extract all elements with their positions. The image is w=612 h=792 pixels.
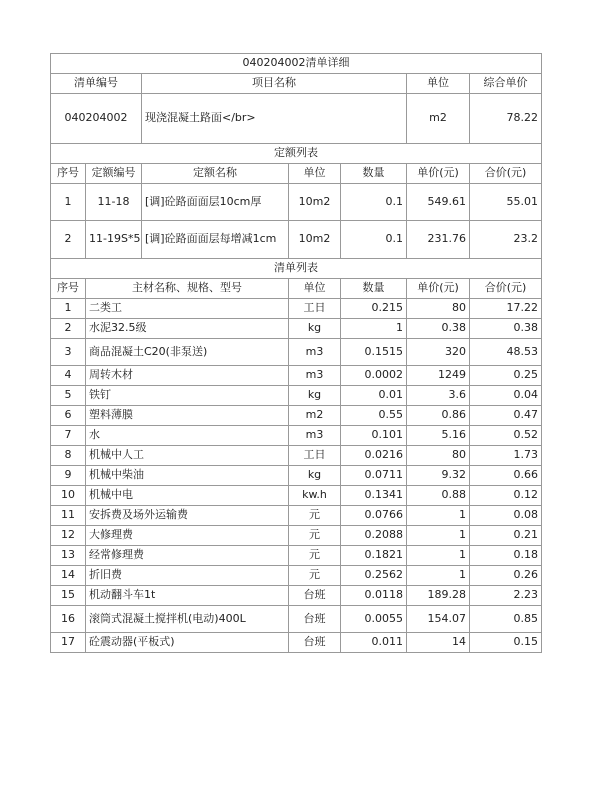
material-unit-price: 1 [407,526,470,546]
material-unit-price: 320 [407,339,470,366]
material-unit: kg [289,386,341,406]
material-header-row [51,279,542,299]
quota-code: 11-18 [86,184,142,221]
material-name: 安拆费及场外运输费 [86,506,289,526]
material-qty: 0.0118 [341,586,407,606]
material-unit-price: 1 [407,506,470,526]
material-name: 滚筒式混凝土搅拌机(电动)400L [86,606,289,633]
material-total: 0.25 [470,366,542,386]
material-unit: 台班 [289,606,341,633]
material-seq: 13 [51,546,86,566]
material-row [51,526,542,546]
quota-seq: 2 [51,221,86,259]
quota-qty: 0.1 [341,184,407,221]
material-section-title: 清单列表 [51,259,542,279]
material-seq: 10 [51,486,86,506]
material-total: 17.22 [470,299,542,319]
material-unit-header: 单位 [289,279,341,299]
quota-code-header: 定额编号 [86,164,142,184]
material-unit: 元 [289,566,341,586]
material-unit-price: 0.38 [407,319,470,339]
material-name: 水泥32.5级 [86,319,289,339]
quota-unit-price: 549.61 [407,184,470,221]
quota-section-title: 定额列表 [51,144,542,164]
material-unit-price: 5.16 [407,426,470,446]
material-seq: 12 [51,526,86,546]
material-seq: 6 [51,406,86,426]
material-unit: 工日 [289,299,341,319]
quota-unit-price: 231.76 [407,221,470,259]
quota-row [51,184,542,221]
material-total: 0.38 [470,319,542,339]
material-unit: 工日 [289,446,341,466]
material-unit-price: 80 [407,446,470,466]
material-unit-price: 80 [407,299,470,319]
material-qty: 0.0216 [341,446,407,466]
material-unit: m3 [289,426,341,446]
material-name: 二类工 [86,299,289,319]
material-name: 大修理费 [86,526,289,546]
material-row [51,366,542,386]
material-total: 0.04 [470,386,542,406]
page-title: 040204002清单详细 [51,54,542,74]
material-unit: kg [289,319,341,339]
list-code: 040204002 [51,94,142,144]
material-total: 2.23 [470,586,542,606]
list-header-row [51,74,542,94]
material-unit-price: 154.07 [407,606,470,633]
quota-code: 11-19S*5 [86,221,142,259]
material-seq: 9 [51,466,86,486]
material-unit: kw.h [289,486,341,506]
list-code-header: 清单编号 [51,74,142,94]
material-row [51,606,542,633]
quota-unit-header: 单位 [289,164,341,184]
material-unit-price: 0.88 [407,486,470,506]
material-qty: 0.1821 [341,546,407,566]
material-total: 0.21 [470,526,542,546]
material-unit: 台班 [289,633,341,653]
material-row [51,486,542,506]
quota-qty-header: 数量 [341,164,407,184]
material-total: 48.53 [470,339,542,366]
material-qty: 0.1341 [341,486,407,506]
material-seq: 1 [51,299,86,319]
material-name: 周转木材 [86,366,289,386]
list-name: 现浇混凝土路面</br> [142,94,407,144]
material-row [51,566,542,586]
material-unit: m3 [289,366,341,386]
material-seq: 17 [51,633,86,653]
material-unit: kg [289,466,341,486]
material-name: 商品混凝土C20(非泵送) [86,339,289,366]
material-seq: 5 [51,386,86,406]
material-total: 0.85 [470,606,542,633]
list-item-row [51,94,542,144]
quota-unit-price-header: 单价(元) [407,164,470,184]
quota-seq-header: 序号 [51,164,86,184]
material-row [51,319,542,339]
material-unit: m3 [289,339,341,366]
material-name: 机械中人工 [86,446,289,466]
material-total: 0.66 [470,466,542,486]
material-unit-price: 14 [407,633,470,653]
material-unit: 元 [289,506,341,526]
material-seq: 4 [51,366,86,386]
material-unit: 台班 [289,586,341,606]
quota-unit: 10m2 [289,221,341,259]
material-qty: 0.0766 [341,506,407,526]
material-qty: 0.0055 [341,606,407,633]
material-total: 0.08 [470,506,542,526]
material-total: 0.52 [470,426,542,446]
material-seq: 3 [51,339,86,366]
material-unit: 元 [289,526,341,546]
material-seq: 14 [51,566,86,586]
material-qty: 0.011 [341,633,407,653]
material-row [51,586,542,606]
material-unit-price: 1249 [407,366,470,386]
material-qty: 0.2562 [341,566,407,586]
material-name: 塑料薄膜 [86,406,289,426]
material-qty: 1 [341,319,407,339]
material-row [51,466,542,486]
quota-unit: 10m2 [289,184,341,221]
material-qty-header: 数量 [341,279,407,299]
material-row [51,406,542,426]
material-seq: 2 [51,319,86,339]
material-qty: 0.55 [341,406,407,426]
material-qty: 0.01 [341,386,407,406]
material-qty: 0.1515 [341,339,407,366]
material-name: 水 [86,426,289,446]
material-rows [51,299,542,653]
material-name: 砼震动器(平板式) [86,633,289,653]
quota-total-header: 合价(元) [470,164,542,184]
material-row [51,546,542,566]
quota-total: 55.01 [470,184,542,221]
material-row [51,426,542,446]
material-total: 0.12 [470,486,542,506]
material-unit: m2 [289,406,341,426]
material-row [51,386,542,406]
material-unit-price: 1 [407,546,470,566]
material-name: 机动翻斗车1t [86,586,289,606]
quota-total: 23.2 [470,221,542,259]
quota-seq: 1 [51,184,86,221]
material-name: 经常修理费 [86,546,289,566]
material-row [51,506,542,526]
material-seq: 16 [51,606,86,633]
material-total: 0.15 [470,633,542,653]
list-name-header: 项目名称 [142,74,407,94]
material-total: 1.73 [470,446,542,466]
material-unit-price-header: 单价(元) [407,279,470,299]
material-name: 机械中柴油 [86,466,289,486]
quota-header-row [51,164,542,184]
material-unit-price: 0.86 [407,406,470,426]
material-seq-header: 序号 [51,279,86,299]
material-unit-price: 3.6 [407,386,470,406]
list-price: 78.22 [470,94,542,144]
material-row [51,299,542,319]
material-qty: 0.0002 [341,366,407,386]
material-qty: 0.2088 [341,526,407,546]
material-qty: 0.0711 [341,466,407,486]
material-row [51,446,542,466]
material-row [51,339,542,366]
material-unit-price: 1 [407,566,470,586]
material-unit-price: 189.28 [407,586,470,606]
material-seq: 11 [51,506,86,526]
material-name-header: 主材名称、规格、型号 [86,279,289,299]
material-unit: 元 [289,546,341,566]
material-seq: 7 [51,426,86,446]
material-total: 0.47 [470,406,542,426]
material-row [51,633,542,653]
quota-name-header: 定额名称 [142,164,289,184]
material-name: 机械中电 [86,486,289,506]
material-total-header: 合价(元) [470,279,542,299]
material-total: 0.26 [470,566,542,586]
material-seq: 15 [51,586,86,606]
material-seq: 8 [51,446,86,466]
material-qty: 0.215 [341,299,407,319]
quota-row [51,221,542,259]
list-unit: m2 [407,94,470,144]
material-unit-price: 9.32 [407,466,470,486]
list-unit-header: 单位 [407,74,470,94]
quota-qty: 0.1 [341,221,407,259]
list-price-header: 综合单价 [470,74,542,94]
material-qty: 0.101 [341,426,407,446]
bill-detail-table [50,53,542,653]
material-total: 0.18 [470,546,542,566]
quota-name: [调]砼路面面层10cm厚 [142,184,289,221]
material-name: 铁钉 [86,386,289,406]
material-name: 折旧费 [86,566,289,586]
quota-name: [调]砼路面面层每增减1cm [142,221,289,259]
